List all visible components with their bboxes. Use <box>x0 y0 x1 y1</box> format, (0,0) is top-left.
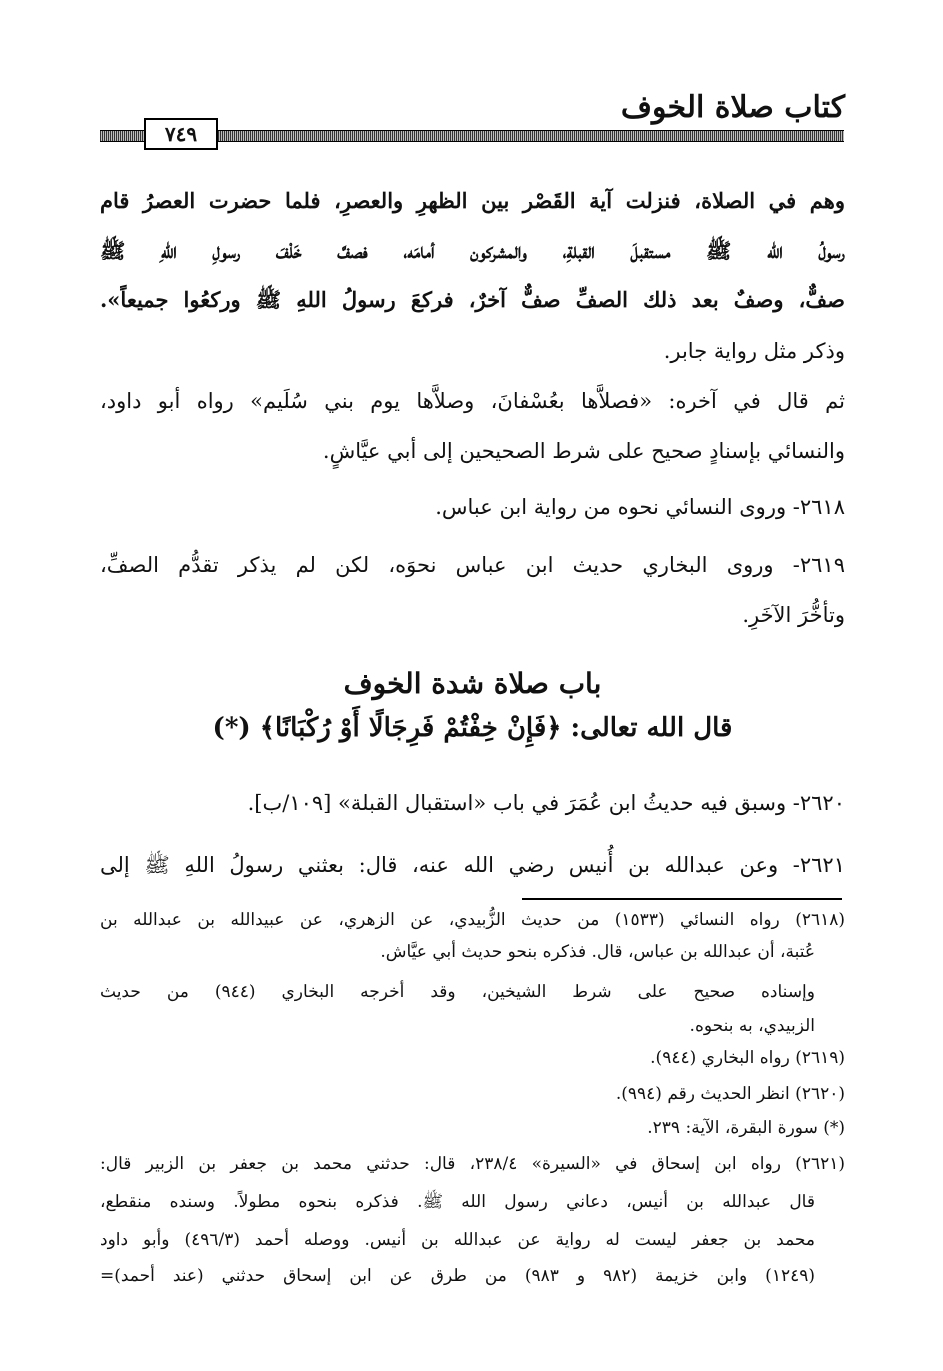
footnote-line: الزبيدي، به بنحوه. <box>689 1016 815 1036</box>
hadith-2618: ٢٦١٨- وروى النسائي نحوه من رواية ابن عباس. <box>435 495 845 519</box>
hadith-2619: ٢٦١٩- وروى البخاري حديث ابن عباس نحوَه، لكن لم يذكر تقدُّم الصفِّ، <box>100 553 845 577</box>
footnote-line: (٢٦٢١) رواه ابن إسحاق في «السيرة» ٢٣٨/٤، قال: حدثني محمد بن جعفر بن الزبير قال: <box>100 1154 845 1174</box>
footnote-line: محمد بن جعفر ليست له رواية عن عبدالله بن أنيس. ووصله أحمد (٤٩٦/٣) وأبو داود <box>100 1230 815 1250</box>
body-line: صفٌّ، وصفٌ بعد ذلك الصفِّ صفٌّ آخرٌ، فركعَ رسولُ اللهِ ﷺ وركعُوا جميعاً». <box>100 287 845 312</box>
hadith-2620: ٢٦٢٠- وسبق فيه حديثُ ابن عُمَرَ في باب «استقبال القبلة» [١٠٩/ب]. <box>247 791 845 815</box>
body-line: وذكر مثل رواية جابر. <box>663 339 845 363</box>
footnote-line: (١٢٤٩) وابن خزيمة (٩٨٢ و ٩٨٣) من طرق عن ابن إسحاق حدثني (عند أحمد)= <box>100 1266 815 1286</box>
footnote-line: (٢٦٢٠) انظر الحديث رقم (٩٩٤). <box>615 1084 845 1104</box>
verse-heading: قال الله تعالى: ﴿فَإِنْ خِفْتُمْ فَرِجَالًا أَوْ رُكْبَانًا﴾ (*) <box>212 713 733 743</box>
footnote-line: (*) سورة البقرة، الآية: ٢٣٩. <box>647 1118 845 1138</box>
footnote-line: عُتبة، أن عبدالله بن عباس، قال. فذكره بنحو حديث أبي عيَّاش. <box>380 942 815 962</box>
footnote-line: (٢٦١٩) رواه البخاري (٩٤٤). <box>650 1048 845 1068</box>
body-line: ثم قال في آخره: «فصلاَّها بعُسْفانَ، وصلاَّها يوم بني سُلَيم» رواه أبو داود، <box>100 389 845 413</box>
hadith-2621: ٢٦٢١- وعن عبدالله بن أُنيس رضي الله عنه، قال: بعثني رسولُ اللهِ ﷺ إلى <box>100 853 845 877</box>
body-line: رسولُ الله ﷺ مستقبلَ القبلةِ، والمشركون أمامَه، فصفَّ خَلْفَ رسولِ اللهِ ﷺ <box>100 238 845 263</box>
footnote-rule <box>522 898 842 900</box>
footnote-line: قال عبدالله بن أنيس، دعاني رسول الله ﷺ. فذكره بنحوه مطولاً. وسنده منقطع، <box>100 1192 815 1212</box>
footnote-line: وإسناده صحيح على شرط الشيخين، وقد أخرجه البخاري (٩٤٤) من حديث <box>100 982 815 1002</box>
chapter-heading: باب صلاة شدة الخوف <box>343 667 602 700</box>
body-line: وهم في الصلاة، فنزلت آية القَصْر بين الظهرِ والعصرِ، فلما حضرت العصرُ قام <box>100 188 845 213</box>
running-title: كتاب صلاة الخوف <box>620 90 845 125</box>
footnote-line: (٢٦١٨) رواه النسائي (١٥٣٣) من حديث الزُّبيدي، عن الزهري، عن عبيدالله بن عبدالله بن <box>100 910 845 930</box>
body-line: والنسائي بإسنادٍ صحيح على شرط الصحيحين إلى أبي عيَّاشٍ. <box>322 439 845 463</box>
page-number: ٧٤٩ <box>144 118 218 150</box>
body-line: وتأخُّرَ الآخَرِ. <box>742 603 845 627</box>
